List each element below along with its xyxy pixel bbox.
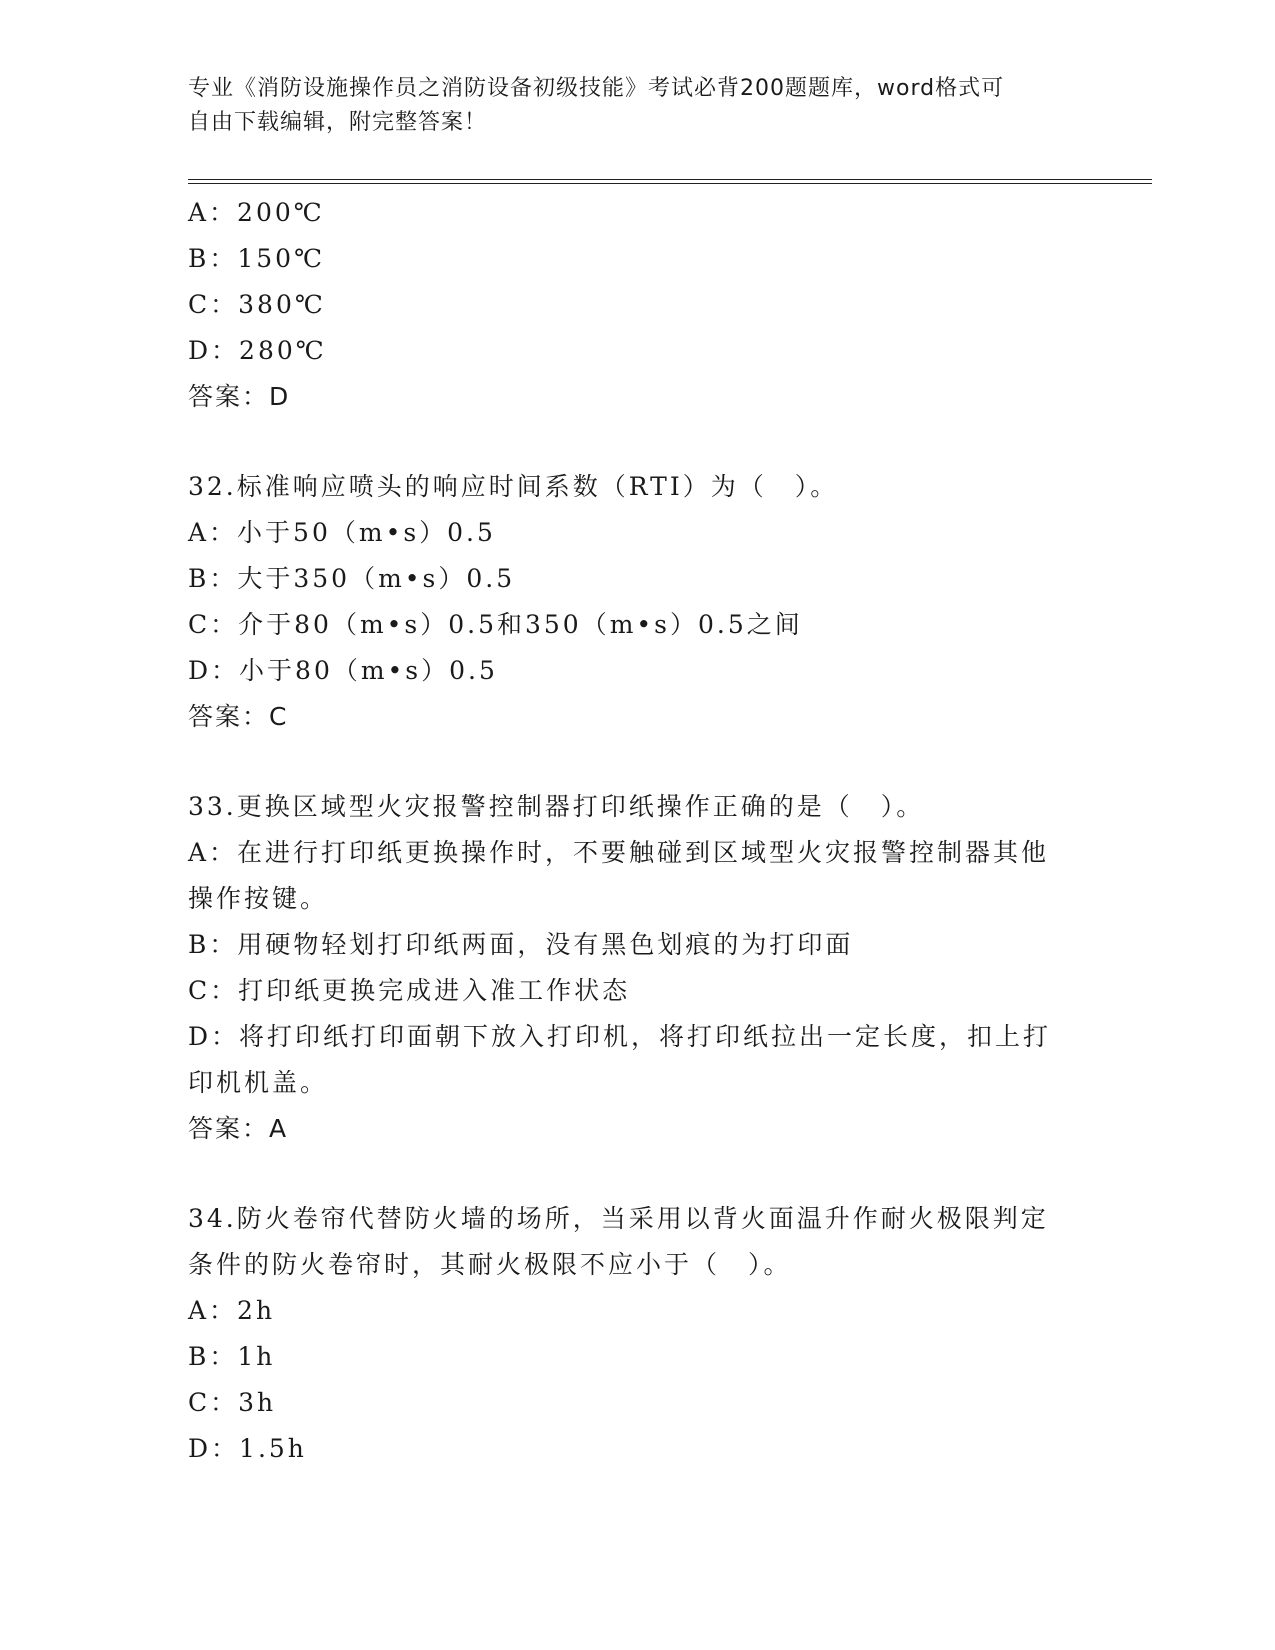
- question-stem-continued: 条件的防火卷帘时，其耐火极限不应小于（ ）。: [188, 1250, 792, 1279]
- answer: 答案：D: [188, 382, 291, 411]
- option-a-continued: 操作按键。: [188, 884, 329, 913]
- option-a: A：小于50（m•s）0.5: [188, 518, 496, 547]
- option-a: A：2h: [188, 1296, 276, 1325]
- question-stem: 32.标准响应喷头的响应时间系数（RTI）为（ ）。: [188, 472, 839, 501]
- option-c: C：介于80（m•s）0.5和350（m•s）0.5之间: [188, 610, 803, 639]
- question-list: [188, 190, 1088, 1472]
- option-a: A：200℃: [188, 198, 325, 227]
- header-rule-top: [188, 179, 1152, 180]
- option-d-continued: 印机机盖。: [188, 1068, 329, 1097]
- question-spacer: [188, 740, 1088, 784]
- question-stem: 33.更换区域型火灾报警控制器打印纸操作正确的是（ ）。: [188, 792, 925, 821]
- question-33: [188, 784, 1088, 1152]
- option-d: D：小于80（m•s）0.5: [188, 656, 498, 685]
- option-d: D：将打印纸打印面朝下放入打印机，将打印纸拉出一定长度，扣上打: [188, 1022, 1052, 1051]
- header-rule-bottom: [188, 183, 1152, 184]
- header-line-2: 自由下载编辑，附完整答案！: [188, 110, 488, 135]
- option-c: C：打印纸更换完成进入准工作状态: [188, 976, 631, 1005]
- option-d: D：1.5h: [188, 1434, 307, 1463]
- header-line-1: 专业《消防设施操作员之消防设备初级技能》考试必背200题题库，word格式可: [188, 76, 1005, 101]
- option-b: B：1h: [188, 1342, 276, 1371]
- question-34: [188, 1196, 1088, 1472]
- question-spacer: [188, 1152, 1088, 1196]
- option-c: C：380℃: [188, 290, 326, 319]
- question-stem: 34.防火卷帘代替防火墙的场所，当采用以背火面温升作耐火极限判定: [188, 1204, 1049, 1233]
- question-31: [188, 190, 1088, 420]
- question-32: [188, 464, 1088, 740]
- option-b: B：150℃: [188, 244, 326, 273]
- answer: 答案：A: [188, 1114, 289, 1143]
- option-a: A：在进行打印纸更换操作时，不要触碰到区域型火灾报警控制器其他: [188, 838, 1050, 867]
- option-c: C：3h: [188, 1388, 277, 1417]
- answer: 答案：C: [188, 702, 289, 731]
- document-header: [188, 72, 1088, 140]
- question-spacer: [188, 420, 1088, 464]
- option-d: D：280℃: [188, 336, 327, 365]
- option-b: B：用硬物轻划打印纸两面，没有黑色划痕的为打印面: [188, 930, 854, 959]
- option-b: B：大于350（m•s）0.5: [188, 564, 516, 593]
